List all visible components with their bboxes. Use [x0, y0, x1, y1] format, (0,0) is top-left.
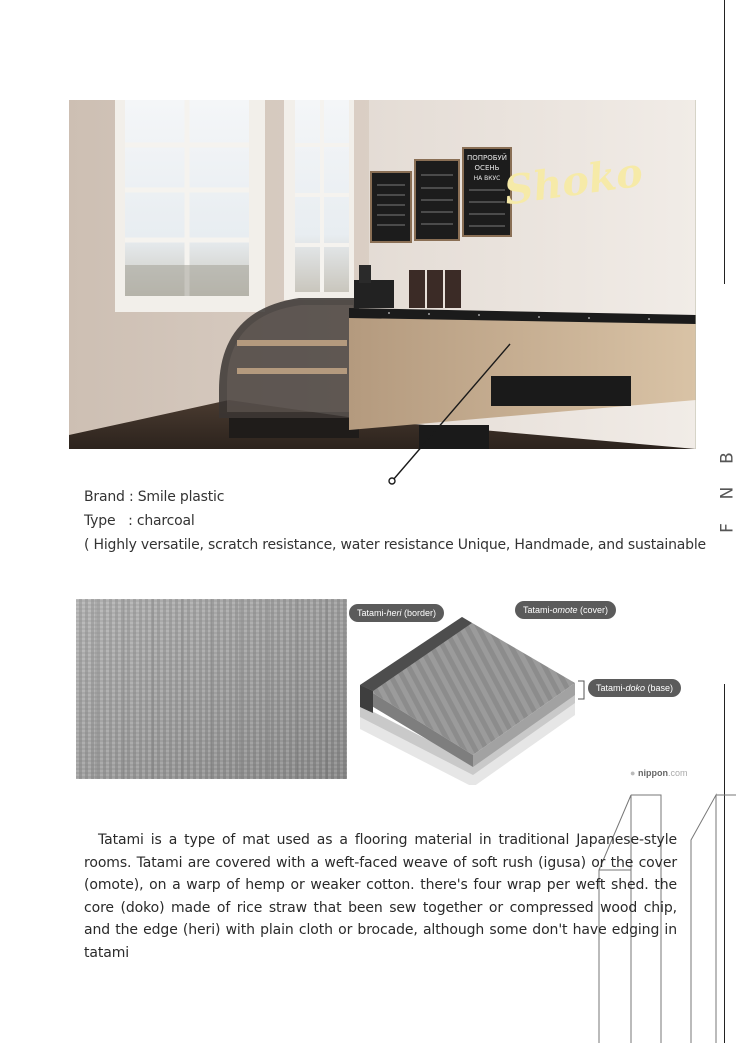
- callout-heri-prefix: Tatami-: [357, 608, 387, 618]
- side-label-letter-b: B: [717, 451, 738, 464]
- menu-board-line-2: ОСЕНЬ: [474, 164, 500, 172]
- tatami-texture-photo: [76, 599, 347, 779]
- callout-omote-suffix: (cover): [577, 605, 609, 615]
- callout-omote-prefix: Tatami-: [523, 605, 553, 615]
- cafe-render-image: [69, 100, 696, 449]
- credit-dot-icon: ●: [630, 768, 636, 778]
- side-label-fnb: [716, 440, 740, 545]
- credit-rest: .com: [667, 768, 688, 778]
- callout-omote: [515, 601, 616, 619]
- callout-doko-prefix: Tatami-: [596, 683, 626, 693]
- callout-doko-suffix: (base): [645, 683, 674, 693]
- material-description: ( Highly versatile, scratch resistance, water resistance Unique, Handmade, and sustainable: [84, 537, 706, 553]
- tatami-paragraph: [84, 829, 677, 964]
- callout-heri: [349, 604, 444, 622]
- neon-sign: Shoko: [501, 148, 646, 215]
- side-label-letter-n: N: [717, 485, 738, 500]
- menu-board-line-3: НА ВКУС: [473, 175, 501, 182]
- callout-omote-term: omote: [552, 605, 578, 615]
- tatami-paragraph-text: Tatami is a type of mat used as a flooring material in traditional Japanese-style rooms. Tatami are covered with a weft-faced weave of soft rush (igusa) or the cover (omote), on a warp of hemp or weaker cotton. there's four wrap per weft shed. the core (doko) made of rice straw that been sew together or compressed wood chip, and the edge (heri) with plain cloth or brocade, although some don't have edging in tatami: [84, 832, 677, 961]
- callout-heri-term: heri: [386, 608, 402, 618]
- image-credit: [630, 768, 687, 778]
- menu-board-line-1: ПОПРОБУЙ: [466, 154, 508, 162]
- callout-doko: [588, 679, 681, 697]
- callout-doko-term: doko: [625, 683, 646, 693]
- right-edge-line-top: [724, 0, 725, 284]
- callout-heri-suffix: (border): [401, 608, 437, 618]
- credit-bold: nippon: [637, 768, 668, 778]
- brand-line: Brand : Smile plastic: [84, 489, 225, 505]
- type-line: Type : charcoal: [84, 513, 195, 529]
- side-label-letter-f: F: [717, 522, 738, 533]
- tatami-structure-diagram: [345, 595, 695, 785]
- material-info: [84, 485, 706, 557]
